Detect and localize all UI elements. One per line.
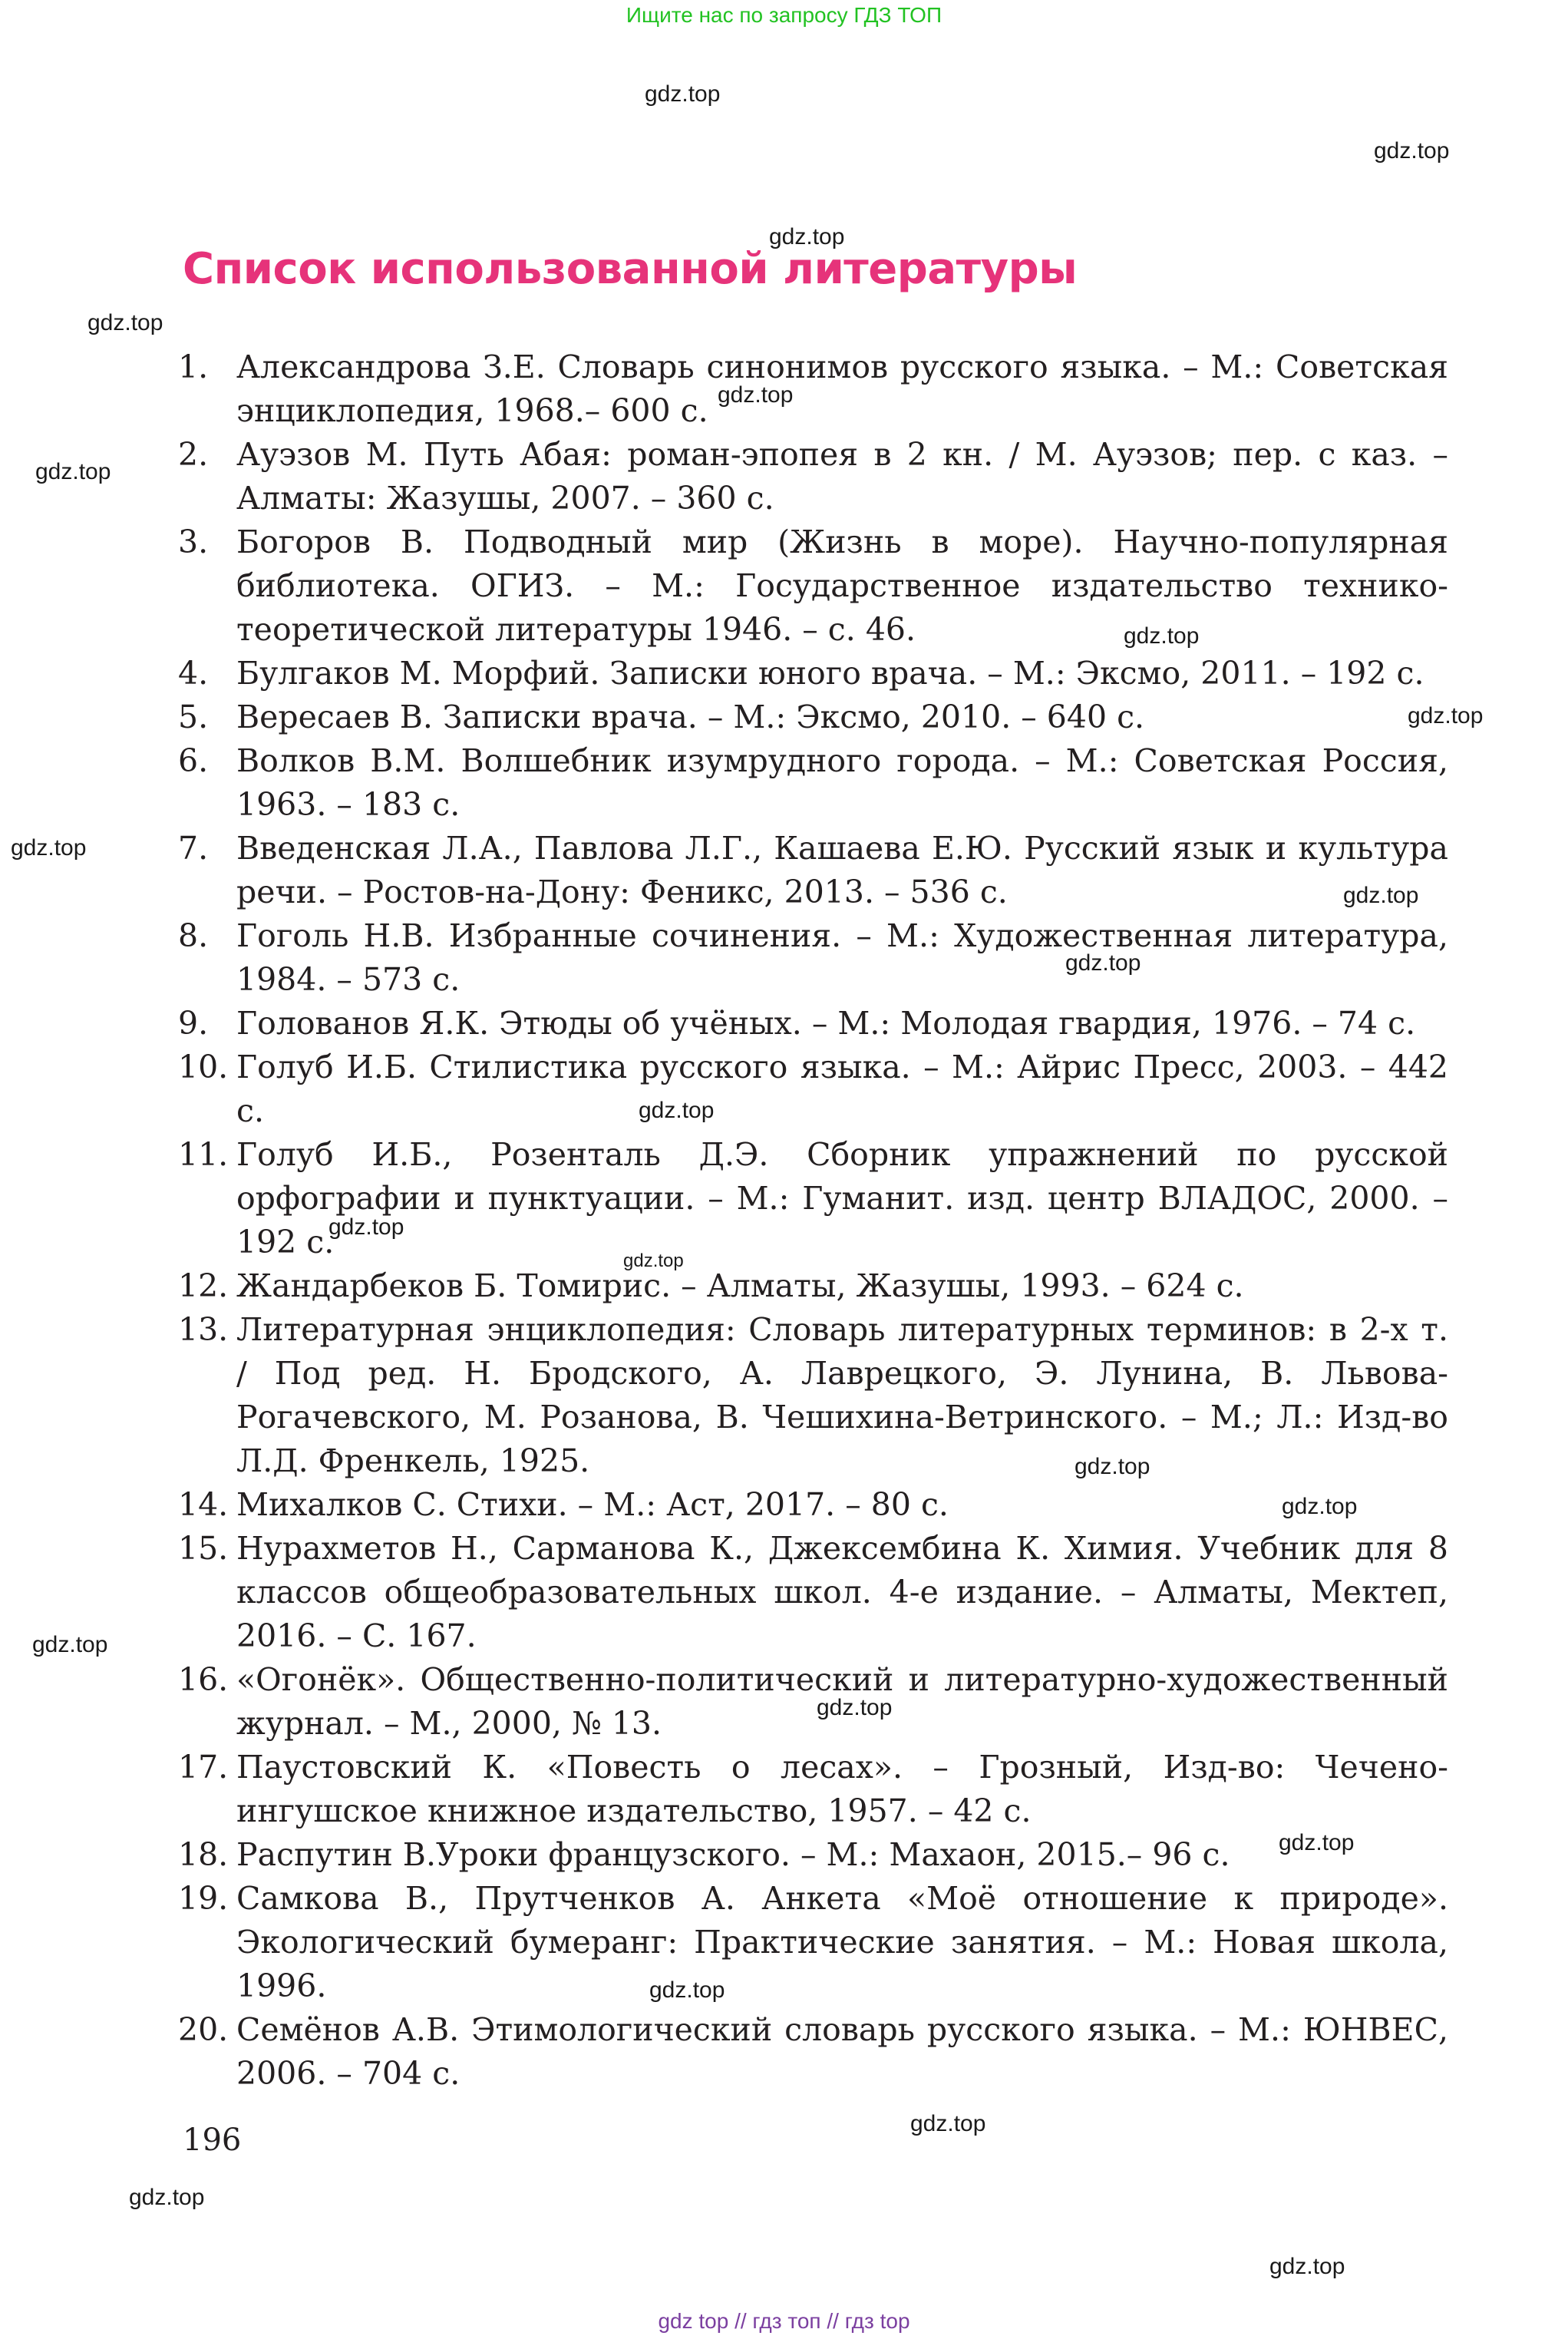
item-number: 3. xyxy=(178,524,209,560)
item-number: 18. xyxy=(178,1836,229,1873)
watermark: gdz.top xyxy=(1065,950,1141,976)
item-text: Александрова З.Е. Словарь синонимов русского языка. – М.: Советская энциклопедия, 1968.– 600 с. xyxy=(236,349,1448,429)
item-number: 7. xyxy=(178,830,209,867)
list-item xyxy=(178,827,1448,914)
list-item xyxy=(178,1483,1448,1527)
list-item xyxy=(178,2008,1448,2096)
item-number: 9. xyxy=(178,1005,209,1042)
watermark: gdz.top xyxy=(1282,1494,1358,1519)
list-item xyxy=(178,1658,1448,1746)
item-number: 10. xyxy=(178,1049,229,1085)
watermark: gdz.top xyxy=(1279,1830,1355,1855)
watermark: gdz.top xyxy=(718,382,794,408)
watermark: gdz.top xyxy=(910,2111,986,2136)
list-item xyxy=(178,1308,1448,1483)
list-item xyxy=(178,1002,1448,1046)
item-text: Жандарбеков Б. Томирис. – Алматы, Жазушы, 1993. – 624 с. xyxy=(236,1267,1244,1304)
list-item xyxy=(178,433,1448,520)
watermark: gdz.top xyxy=(35,459,111,484)
list-item xyxy=(178,1264,1448,1308)
list-item xyxy=(178,1133,1448,1264)
watermark: gdz.top xyxy=(11,835,87,861)
page-number: 196 xyxy=(183,2123,242,2158)
watermark: gdz.top xyxy=(328,1214,404,1240)
item-number: 12. xyxy=(178,1267,229,1304)
list-item xyxy=(178,1833,1448,1877)
item-text: Голуб И.Б. Стилистика русского языка. – М.: Айрис Пресс, 2003. – 442 с. xyxy=(236,1049,1448,1129)
item-number: 2. xyxy=(178,436,209,473)
item-text: Голуб И.Б., Розенталь Д.Э. Сборник упражнений по русской орфографии и пунктуации. – М.: Гуманит. изд. центр ВЛАДОС, 2000. – 192 с. xyxy=(236,1136,1448,1260)
footer-links[interactable]: gdz top // гдз топ // гдз top xyxy=(658,2309,910,2333)
item-text: Распутин В.Уроки французского. – М.: Махаон, 2015.– 96 с. xyxy=(236,1836,1230,1873)
list-item xyxy=(178,1877,1448,2008)
item-text: Богоров В. Подводный мир (Жизнь в море). Научно-популярная библиотека. ОГИЗ. – М.: Государственное издательство технико-теоретической литературы 1946. – с. 46. xyxy=(236,524,1448,648)
list-item xyxy=(178,1527,1448,1658)
item-text: «Огонёк». Общественно-политический и литературно-художественный журнал. – М., 2000, № 13. xyxy=(236,1661,1448,1742)
watermark: gdz.top xyxy=(1343,883,1419,908)
watermark: gdz.top xyxy=(817,1695,893,1720)
item-text: Гоголь Н.В. Избранные сочинения. – М.: Художественная литература, 1984. – 573 с. xyxy=(236,917,1448,998)
item-text: Семёнов А.В. Этимологический словарь русского языка. – М.: ЮНВЕС, 2006. – 704 с. xyxy=(236,2011,1448,2092)
item-number: 6. xyxy=(178,742,209,779)
watermark: gdz.top xyxy=(87,310,163,335)
list-item xyxy=(178,1746,1448,1833)
list-item xyxy=(178,739,1448,827)
item-text: Паустовский К. «Повесть о лесах». – Грозный, Изд-во: Чечено-ингушское книжное издательство, 1957. – 42 с. xyxy=(236,1749,1448,1829)
top-banner[interactable]: Ищите нас по запросу ГДЗ ТОП xyxy=(626,3,942,27)
item-number: 19. xyxy=(178,1880,229,1917)
watermark: gdz.top xyxy=(1124,623,1200,649)
item-number: 15. xyxy=(178,1530,229,1567)
list-item xyxy=(178,520,1448,652)
watermark: gdz.top xyxy=(1374,138,1450,164)
item-number: 8. xyxy=(178,917,209,954)
item-text: Нурахметов Н., Сарманова К., Джексембина К. Химия. Учебник для 8 классов общеобразовательных школ. 4-е издание. – Алматы, Мектеп, 2016. – С. 167. xyxy=(236,1530,1448,1654)
item-number: 11. xyxy=(178,1136,229,1173)
item-text: Волков В.М. Волшебник изумрудного города. – М.: Советская Россия, 1963. – 183 с. xyxy=(236,742,1448,823)
watermark: gdz.top xyxy=(649,1977,725,2003)
list-item xyxy=(178,652,1448,695)
item-text: Вересаев В. Записки врача. – М.: Эксмо, 2010. – 640 с. xyxy=(236,699,1145,735)
item-text: Самкова В., Прутченков А. Анкета «Моё отношение к природе». Экологический бумеранг: Практические занятия. – М.: Новая школа, 1996. xyxy=(236,1880,1448,2004)
item-text: Введенская Л.А., Павлова Л.Г., Кашаева Е.Ю. Русский язык и культура речи. – Ростов-на-Дону: Феникс, 2013. – 536 с. xyxy=(236,830,1448,910)
item-number: 14. xyxy=(178,1486,229,1523)
item-number: 5. xyxy=(178,699,209,735)
watermark: gdz.top xyxy=(1074,1454,1150,1479)
item-text: Булгаков М. Морфий. Записки юного врача. – М.: Эксмо, 2011. – 192 с. xyxy=(236,655,1424,692)
list-item xyxy=(178,1046,1448,1133)
item-number: 13. xyxy=(178,1311,229,1348)
list-item xyxy=(178,695,1448,739)
watermark: gdz.top xyxy=(639,1098,715,1123)
item-text: Голованов Я.К. Этюды об учёных. – М.: Молодая гвардия, 1976. – 74 с. xyxy=(236,1005,1416,1042)
list-item xyxy=(178,345,1448,433)
watermark: gdz.top xyxy=(1269,2254,1345,2279)
list-item xyxy=(178,914,1448,1002)
watermark: gdz.top xyxy=(1408,703,1484,728)
item-number: 1. xyxy=(178,349,209,385)
watermark: gdz.top xyxy=(129,2185,205,2210)
item-number: 17. xyxy=(178,1749,229,1786)
item-number: 20. xyxy=(178,2011,229,2048)
watermark: gdz.top xyxy=(623,1250,684,1271)
watermark: gdz.top xyxy=(645,81,721,107)
item-text: Ауэзов М. Путь Абая: роман-эпопея в 2 кн. / М. Ауэзов; пер. с каз. – Алматы: Жазушы, 2007. – 360 с. xyxy=(236,436,1448,517)
item-text: Литературная энциклопедия: Словарь литературных терминов: в 2-х т. / Под ред. Н. Бродского, А. Лаврецкого, Э. Лунина, В. Львова-Рогачевского, М. Розанова, В. Чешихина-Ветринского. – М.; Л.: Изд-во Л.Д. Френкель, 1925. xyxy=(236,1311,1448,1479)
item-number: 4. xyxy=(178,655,209,692)
item-number: 16. xyxy=(178,1661,229,1698)
item-text: Михалков С. Стихи. – М.: Аст, 2017. – 80 с. xyxy=(236,1486,949,1523)
watermark: gdz.top xyxy=(769,224,845,249)
page-title: Список использованной литературы xyxy=(183,244,1078,294)
watermark: gdz.top xyxy=(32,1632,108,1657)
